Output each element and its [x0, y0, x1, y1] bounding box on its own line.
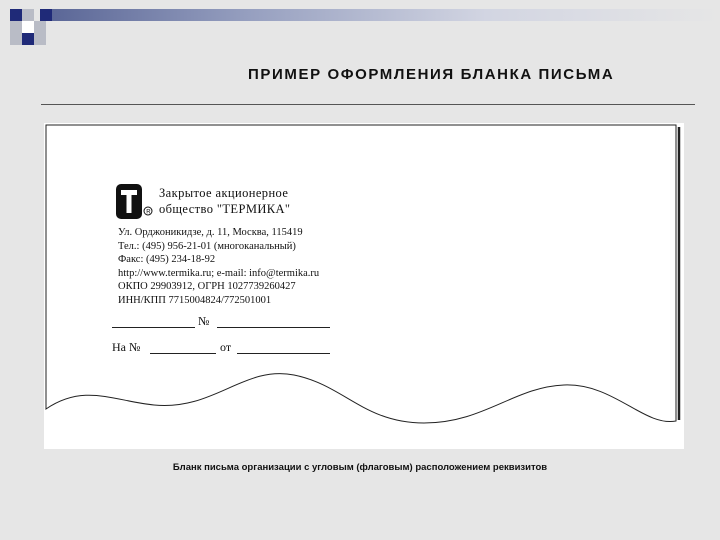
company-name: [159, 185, 290, 217]
reference-label: На №: [112, 340, 141, 354]
corner-square-grey: [34, 33, 46, 45]
date-blank-line: [112, 327, 195, 328]
phone-line: Тел.: (495) 956-21-01 (многоканальный): [118, 240, 296, 252]
slide-title: ПРИМЕР ОФОРМЛЕНИЯ БЛАНКА ПИСЬМА: [248, 66, 615, 83]
corner-square-grey: [22, 9, 34, 21]
company-details: [118, 226, 319, 307]
termika-logo-icon: [115, 183, 155, 220]
slide-caption: Бланк письма организации с угловым (флаговым) расположением реквизитов: [172, 462, 548, 473]
corner-square-grey: [10, 33, 22, 45]
corner-square-grey: [34, 21, 46, 33]
header-gradient-bar: [52, 9, 720, 21]
number-blank-line: [217, 327, 330, 328]
corner-square-grey: [10, 21, 22, 33]
title-divider: [41, 104, 695, 105]
number-label: №: [198, 314, 210, 328]
corner-square-navy: [10, 9, 22, 21]
corner-square-navy: [40, 9, 52, 21]
company-name-line: общество "ТЕРМИКА": [159, 202, 291, 216]
address-line: Ул. Орджоникидзе, д. 11, Москва, 115419: [118, 227, 303, 238]
reference-number-blank-line: [150, 353, 216, 354]
reference-date-label: от: [220, 340, 232, 354]
svg-text:R: R: [146, 209, 151, 216]
fax-line: Факс: (495) 234-18-92: [118, 254, 216, 265]
inn-kpp-line: ИНН/КПП 7715004824/772501001: [118, 294, 272, 306]
company-name-line: Закрытое акционерное: [159, 186, 289, 200]
reference-date-blank-line: [237, 353, 330, 354]
corner-square-white: [22, 21, 34, 33]
web-email-line: http://www.termika.ru; e-mail: info@termika.ru: [118, 267, 320, 279]
okpo-ogrn-line: ОКПО 29903912, ОГРН 1027739260427: [118, 281, 296, 292]
corner-square-navy: [22, 33, 34, 45]
